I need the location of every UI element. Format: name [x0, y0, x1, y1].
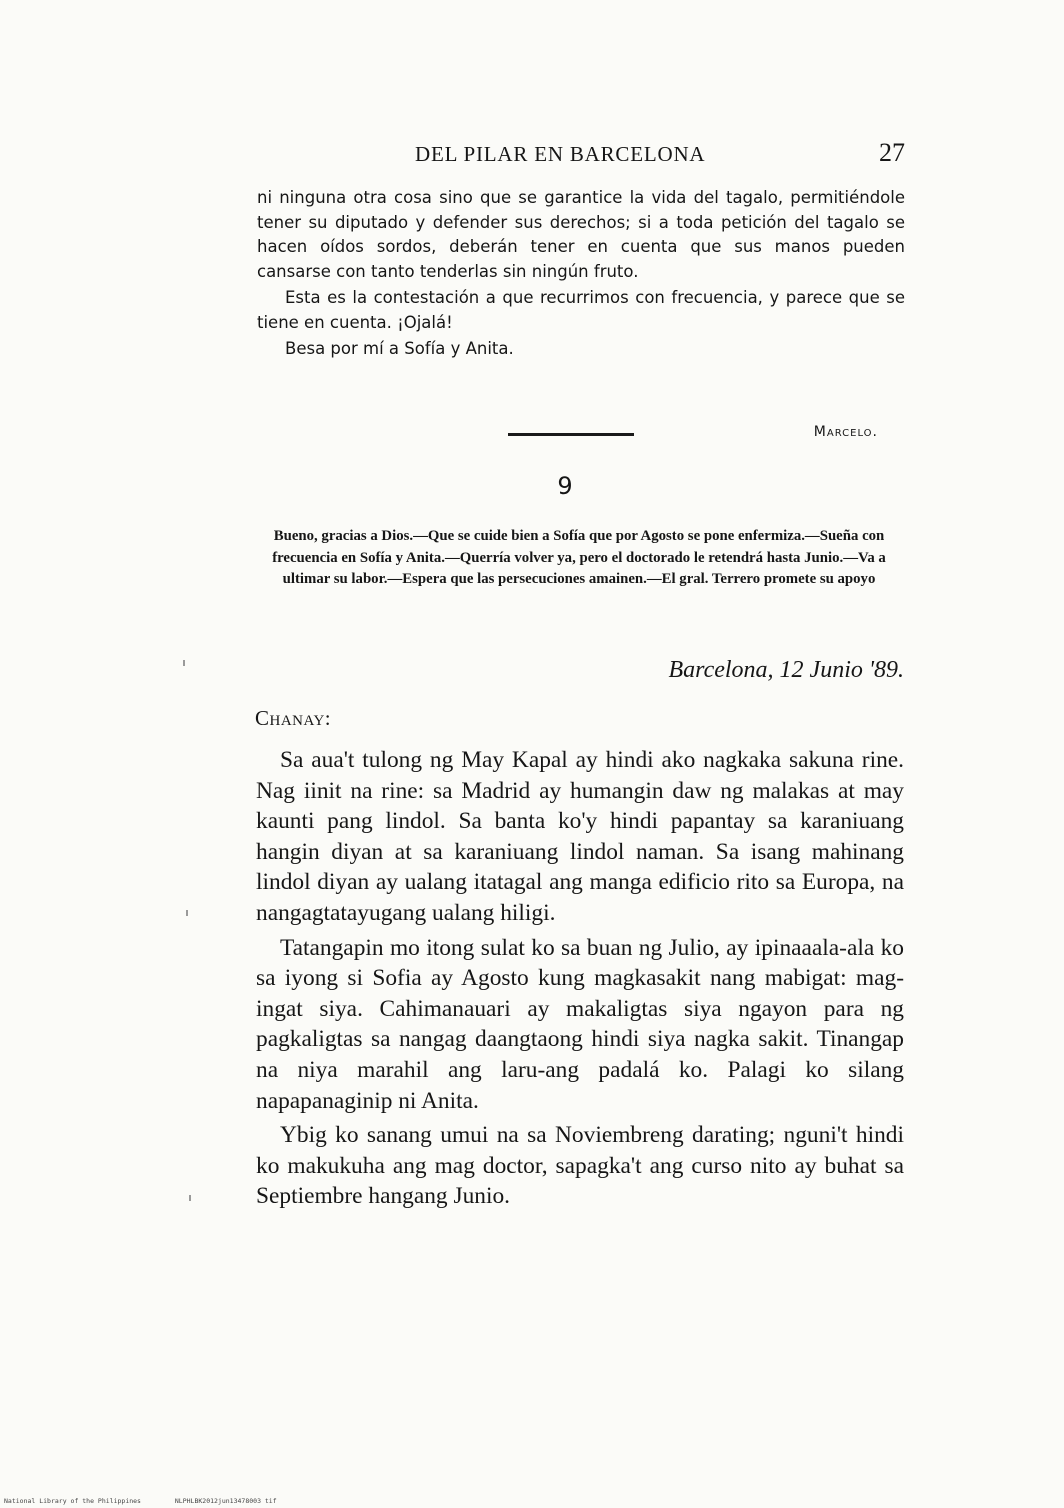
- paragraph: ni ninguna otra cosa sino que se garantice la vida del tagalo, permitiéndole tener su diputado y defender sus derechos; si a toda petición del tagalo se hacen oídos sordos, deberán tener en cuenta que sus manos pueden cansarse con tanto tenderlas sin ningún fruto.: [257, 188, 905, 281]
- running-title: DEL PILAR EN BARCELONA: [415, 142, 706, 166]
- salutation: Chanay:: [255, 706, 332, 730]
- page-number: 27: [879, 138, 905, 167]
- letter-number: 9: [557, 472, 573, 500]
- paragraph: Esta es la contestación a que recurrimos con frecuencia, y parece que se tiene en cuenta. ¡Ojalá!: [257, 288, 905, 332]
- letter-summary: Bueno, gracias a Dios.—Que se cuide bien a Sofía que por Agosto se pone enfermiza.—Sueña con frecuencia en Sofía y Anita.—Querría volver ya, pero el doctorado le retendrá hasta Junio.—Va a ultimar su labor.—Espera que las persecuciones amainen.—El gral. Terrero promete su apoyo: [272, 528, 886, 587]
- scan-speck: [189, 1195, 191, 1201]
- previous-letter-ending: [257, 186, 905, 362]
- dateline: Barcelona, 12 Junio '89.: [668, 657, 904, 683]
- paragraph: Besa por mí a Sofía y Anita.: [285, 339, 514, 358]
- scan-footer: [4, 1497, 307, 1505]
- letter-body: [256, 745, 904, 1216]
- paragraph: Ybig ko sanang umui na sa Noviembreng darating; nguni't hindi ko makukuha ang mag doctor, sapagka't ang curso nito ay buhat sa Septiembre hangang Junio.: [256, 1122, 904, 1210]
- scan-speck: [183, 660, 185, 666]
- running-head: [255, 140, 905, 170]
- footer-file-id: NLPHLBK2012jun13478003 tif: [174, 1497, 277, 1505]
- footer-library: National Library of the Philippines: [4, 1497, 141, 1505]
- signature: Marcelo.: [813, 424, 878, 440]
- paragraph: Sa aua't tulong ng May Kapal ay hindi ako nagkaka sakuna rine. Nag iinit na rine: sa Madrid ay humangin daw ng malakas at may kaunti pang lindol. Sa banta ko'y hindi papantay sa karaniuang hangin diyan at sa karaniuang lindol naman. Sa isang mahinang lindol diyan ay ualang itatagal ang manga edificio rito sa Europa, na nangagtatayugang ualang hiligi.: [256, 747, 904, 926]
- section-divider: [508, 433, 634, 436]
- paragraph: Tatangapin mo itong sulat ko sa buan ng Julio, ay ipinaaala-ala ko sa iyong si Sofia ay Agosto kung magkasakit nang mabigat: mag-ingat siya. Cahimanauari ay makaligtas siya ngayon para ng pagkaligtas sa nangag daangtaong hindi siya nagka sakit. Tinangap na niya marahil ang laru-ang padalá ko. Palagi ko silang napapanaginip ni Anita.: [256, 934, 904, 1114]
- scan-speck: [186, 910, 188, 916]
